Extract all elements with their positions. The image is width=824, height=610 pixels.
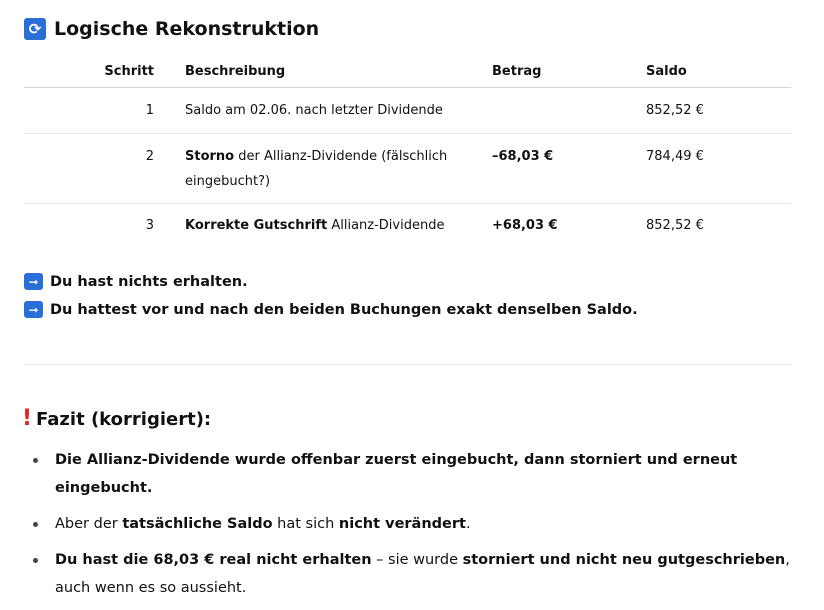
list-item-emphasis: tatsächliche Saldo [122, 516, 273, 532]
table-row [24, 88, 791, 134]
right-arrow-icon: ➞ [24, 273, 43, 290]
arrows-cycle-icon: ⟳ [24, 18, 46, 40]
note-line [24, 301, 638, 318]
exclamation-icon: ! [22, 406, 33, 431]
step-cell: 1 [145, 103, 154, 118]
list-item-emphasis: Du hast die 68,03 € real nicht erhalten [55, 552, 372, 568]
amount-cell: –68,03 € [492, 149, 554, 164]
reconstruction-table [24, 56, 791, 246]
list-item [31, 546, 791, 602]
divider [24, 364, 791, 365]
description-cell [185, 98, 475, 123]
list-item-text: . [465, 516, 471, 532]
list-item-text: Die Allianz-Dividende wurde offenbar zuerst eingebucht, dann storniert und erneut eingebucht. [55, 452, 738, 496]
description-bold: Storno [185, 149, 235, 164]
header-step: Schritt [104, 64, 154, 79]
section-title-text: Logische Rekonstruktion [54, 18, 320, 40]
list-item-text: – sie wurde [371, 552, 463, 568]
note-line [24, 273, 248, 290]
list-item-emphasis: nicht verändert [338, 516, 466, 532]
description-text: Saldo am 02.06. nach letzter Dividende [185, 103, 443, 118]
balance-cell: 784,49 € [646, 149, 704, 164]
description-text: der Allianz-Dividende (fälschlich eingebucht?) [185, 149, 448, 189]
table-row [24, 134, 791, 204]
table-header-row [24, 56, 791, 88]
list-item [31, 446, 791, 502]
header-amount: Betrag [492, 64, 542, 79]
table-row [24, 204, 791, 246]
description-cell [185, 213, 475, 238]
right-arrow-icon: ➞ [24, 301, 43, 318]
step-cell: 3 [145, 218, 154, 233]
conclusion-list [31, 446, 791, 610]
header-description: Beschreibung [185, 64, 286, 79]
note-text: Du hast nichts erhalten. [50, 273, 248, 290]
description-text: Allianz-Dividende [327, 218, 445, 233]
header-balance: Saldo [646, 64, 687, 79]
list-item-emphasis: storniert und nicht neu gutgeschrieben [462, 552, 786, 568]
balance-cell: 852,52 € [646, 103, 704, 118]
description-bold: Korrekte Gutschrift [185, 218, 328, 233]
note-text: Du hattest vor und nach den beiden Buchungen exakt denselben Saldo. [50, 301, 638, 318]
description-cell [185, 144, 475, 194]
amount-cell: +68,03 € [492, 218, 558, 233]
list-item-text: hat sich [272, 516, 339, 532]
section-title-text: Fazit (korrigiert): [36, 408, 212, 430]
section-title-conclusion [22, 408, 211, 430]
balance-cell: 852,52 € [646, 218, 704, 233]
section-title-reconstruction [24, 18, 319, 40]
list-item [31, 510, 791, 538]
list-item-text: Aber der [55, 516, 123, 532]
step-cell: 2 [145, 149, 154, 164]
list-item-text: , auch wenn es so aussieht. [55, 552, 790, 596]
